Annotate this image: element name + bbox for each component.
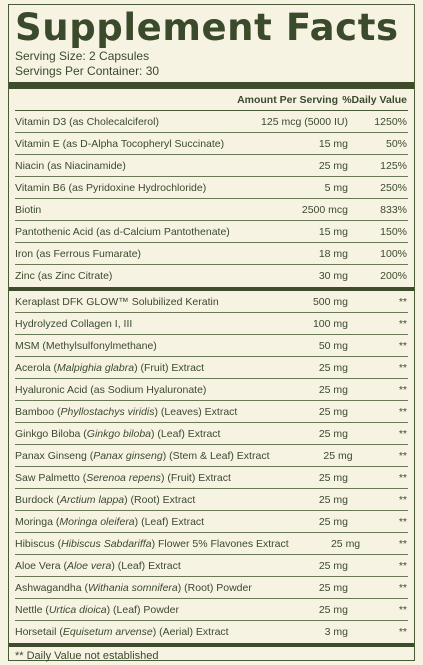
ingredient-name — [15, 362, 258, 374]
column-header-row — [15, 89, 408, 111]
ingredient-row — [15, 423, 408, 445]
ingredient-name-part: MSM (Methylsulfonylmethane) — [15, 339, 157, 352]
ingredient-row — [15, 555, 408, 577]
ingredient-dv: ** — [398, 405, 407, 418]
ingredient-row — [15, 577, 408, 599]
nutrient-row — [15, 155, 408, 177]
ingredient-name-part: ) (Stem & Leaf) Extract — [162, 449, 270, 462]
nutrient-amount: 15 mg — [318, 137, 348, 150]
nutrient-dv: 833% — [380, 203, 407, 216]
nutrient-name: Zinc (as Zinc Citrate) — [15, 270, 113, 282]
nutrient-amount: 2500 mcg — [301, 203, 348, 216]
nutrient-name: Vitamin E (as D-Alpha Tocopheryl Succinate) — [15, 137, 225, 150]
ingredient-amount: 25 mg — [330, 537, 361, 550]
ingredient-amount: 25 mg — [318, 515, 348, 528]
ingredient-row — [15, 533, 408, 555]
nutrient-dv: 150% — [380, 225, 407, 238]
ingredient-name-part: Hydrolyzed Collagen I, III — [15, 317, 133, 330]
ingredient-amount: 25 mg — [318, 383, 348, 396]
footnote: ** Daily Value not established — [15, 650, 159, 662]
nutrient-amount: 18 mg — [318, 247, 348, 260]
ingredient-latin-name: Malpighia glabra — [57, 361, 135, 374]
ingredient-name-part: Bamboo ( — [15, 405, 61, 418]
thick-divider — [9, 82, 414, 89]
ingredient-amount: 25 mg — [318, 559, 348, 572]
ingredient-name-part: ) (Aerial) Extract — [152, 626, 229, 638]
ingredient-amount: 25 mg — [318, 493, 348, 506]
nutrient-dv: 100% — [380, 247, 407, 260]
ingredient-name-part: ) (Fruit) Extract — [134, 361, 205, 374]
amount-header: Amount Per Serving — [237, 93, 338, 106]
ingredient-name-part: Burdock ( — [15, 493, 60, 506]
ingredient-name — [15, 318, 258, 330]
ingredient-name-part: ) (Fruit) Extract — [160, 471, 231, 484]
ingredient-latin-name: Ginkgo biloba — [86, 427, 152, 440]
ingredient-name — [15, 604, 258, 616]
ingredient-row — [15, 335, 408, 357]
dv-header: %Daily Value — [342, 93, 407, 106]
ingredient-dv: ** — [398, 626, 407, 638]
ingredient-name — [15, 406, 258, 418]
ingredient-name-part: Saw Palmetto ( — [15, 471, 87, 484]
nutrient-name: Iron (as Ferrous Fumarate) — [15, 247, 142, 260]
ingredient-latin-name: Hibiscus Sabdariffa — [61, 537, 152, 550]
ingredient-row — [15, 313, 408, 335]
ingredient-name-part: Horsetail ( — [15, 626, 63, 638]
ingredient-name — [15, 538, 289, 550]
nutrient-row — [15, 265, 408, 287]
ingredient-row — [15, 357, 408, 379]
nutrient-dv: 250% — [380, 181, 407, 194]
ingredient-amount: 50 mg — [318, 339, 348, 352]
ingredient-name — [15, 582, 258, 594]
ingredient-name-part: Ashwagandha ( — [15, 581, 88, 594]
nutrient-row — [15, 111, 408, 133]
nutrient-amount: 125 mcg (5000 IU) — [261, 115, 348, 128]
nutrient-amount: 30 mg — [318, 270, 348, 282]
ingredient-name-part: ) (Leaf) Extract — [134, 515, 205, 528]
ingredient-latin-name: Urtica dioica — [48, 603, 107, 616]
ingredient-name-part: ) (Root) Extract — [124, 493, 196, 506]
ingredient-name-part: ) (Leaves) Extract — [154, 405, 238, 418]
ingredient-latin-name: Equisetum arvense — [62, 626, 153, 638]
nutrient-dv: 200% — [380, 270, 407, 282]
ingredient-latin-name: Moringa oleifera — [59, 515, 135, 528]
ingredient-amount: 500 mg — [312, 295, 348, 308]
ingredient-dv: ** — [398, 581, 407, 594]
ingredient-amount: 25 mg — [318, 405, 348, 418]
ingredient-dv: ** — [398, 449, 407, 462]
ingredient-name — [15, 450, 269, 462]
ingredient-name — [15, 296, 258, 308]
ingredient-name-part: Keraplast DFK GLOW™ Solubilized Keratin — [15, 295, 219, 308]
supplement-facts-panel — [8, 4, 415, 661]
nutrient-dv: 125% — [380, 159, 407, 172]
ingredient-name-part: ) (Leaf) Powder — [106, 603, 179, 616]
ingredient-latin-name: Panax ginseng — [93, 449, 163, 462]
ingredient-amount: 25 mg — [318, 603, 348, 616]
ingredient-row — [15, 621, 408, 643]
other-ingredients-section — [15, 291, 408, 643]
servings-per-container: Servings Per Container: 30 — [15, 64, 160, 78]
ingredient-dv: ** — [398, 493, 407, 506]
ingredient-name-part: ) (Root) Powder — [177, 581, 252, 594]
nutrient-amount: 25 mg — [318, 159, 348, 172]
ingredient-amount: 25 mg — [323, 449, 353, 462]
ingredient-latin-name: Arctium lappa — [59, 493, 125, 506]
ingredient-dv: ** — [398, 339, 407, 352]
ingredient-name-part: Aloe Vera ( — [15, 559, 67, 572]
ingredient-name — [15, 384, 258, 396]
nutrient-amount: 5 mg — [324, 181, 348, 194]
ingredient-name-part: Ginkgo Biloba ( — [15, 427, 87, 440]
ingredient-amount: 25 mg — [318, 427, 348, 440]
ingredient-dv: ** — [398, 427, 407, 440]
ingredient-amount: 25 mg — [318, 471, 348, 484]
ingredient-dv: ** — [398, 317, 407, 330]
nutrient-name: Vitamin D3 (as Cholecalciferol) — [15, 115, 159, 128]
nutrient-dv: 50% — [385, 137, 407, 150]
nutrient-name: Pantothenic Acid (as d-Calcium Pantothenate) — [15, 225, 230, 238]
ingredient-name — [15, 494, 258, 506]
vitamins-section — [15, 111, 408, 287]
ingredient-amount: 25 mg — [318, 581, 348, 594]
ingredient-latin-name: Phyllostachys viridis — [60, 405, 155, 418]
ingredient-name — [15, 472, 258, 484]
ingredient-name — [15, 626, 258, 638]
ingredient-dv: ** — [398, 471, 407, 484]
nutrient-dv: 1250% — [374, 115, 407, 128]
ingredient-name-part: Nettle ( — [15, 603, 49, 616]
ingredient-name-part: ) (Leaf) Extract — [111, 559, 181, 572]
ingredient-dv: ** — [398, 295, 407, 308]
panel-title: Supplement Facts — [15, 6, 399, 49]
ingredient-name — [15, 340, 258, 352]
ingredient-amount: 3 mg — [324, 626, 348, 638]
nutrient-row — [15, 133, 408, 155]
ingredient-name — [15, 428, 258, 440]
nutrient-name: Vitamin B6 (as Pyridoxine Hydrochloride) — [15, 181, 207, 194]
ingredient-amount: 25 mg — [318, 361, 348, 374]
serving-size: Serving Size: 2 Capsules — [15, 49, 150, 63]
ingredient-name-part: ) (Leaf) Extract — [151, 427, 221, 440]
ingredient-dv: ** — [398, 383, 407, 396]
ingredient-row — [15, 511, 408, 533]
ingredient-name-part: Acerola ( — [15, 361, 58, 374]
ingredient-row — [15, 489, 408, 511]
ingredient-row — [15, 467, 408, 489]
ingredient-name-part: ) Flower 5% Flavones Extract — [151, 537, 289, 550]
ingredient-dv: ** — [398, 559, 407, 572]
nutrient-row — [15, 177, 408, 199]
ingredient-latin-name: Serenoa repens — [86, 471, 161, 484]
nutrient-name: Biotin — [15, 203, 42, 216]
nutrient-name: Niacin (as Niacinamide) — [15, 159, 126, 172]
nutrient-row — [15, 199, 408, 221]
ingredient-name-part: Moringa ( — [15, 515, 60, 528]
ingredient-row — [15, 401, 408, 423]
ingredient-row — [15, 379, 408, 401]
nutrient-amount: 15 mg — [318, 225, 348, 238]
ingredient-latin-name: Aloe vera — [66, 559, 112, 572]
nutrient-row — [15, 243, 408, 265]
nutrient-row — [15, 221, 408, 243]
ingredient-name — [15, 560, 258, 572]
ingredient-dv: ** — [398, 361, 407, 374]
ingredient-dv: ** — [398, 603, 407, 616]
ingredient-latin-name: Withania somnifera — [87, 581, 178, 594]
ingredient-name-part: Panax Ginseng ( — [15, 449, 94, 462]
ingredient-name-part: Hyaluronic Acid (as Sodium Hyaluronate) — [15, 383, 207, 396]
ingredient-row — [15, 445, 408, 467]
ingredient-name — [15, 516, 258, 528]
ingredient-dv: ** — [398, 515, 407, 528]
ingredient-row — [15, 599, 408, 621]
ingredient-name-part: Hibiscus ( — [15, 537, 62, 550]
ingredient-row — [15, 291, 408, 313]
ingredient-dv: ** — [398, 537, 407, 550]
ingredient-amount: 100 mg — [312, 317, 348, 330]
